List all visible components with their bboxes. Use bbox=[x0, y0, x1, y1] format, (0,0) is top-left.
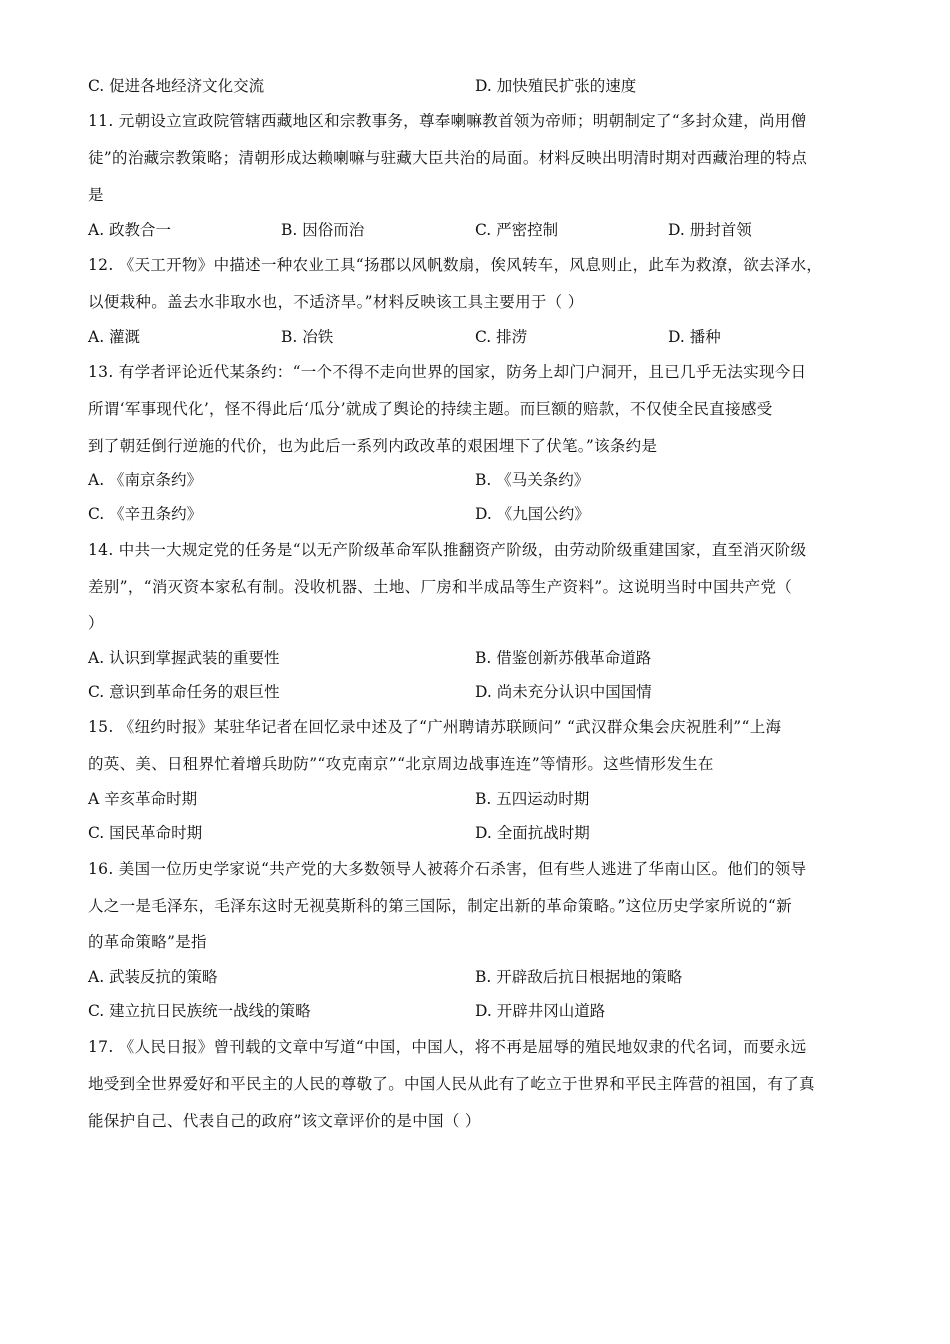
q16-option-d: D. 开辟井冈山道路 bbox=[475, 1002, 606, 1020]
q13-option-b: B. 《马关条约》 bbox=[475, 471, 590, 489]
q11-option-b: B. 因俗而治 bbox=[281, 221, 365, 239]
q16-option-b: B. 开辟敌后抗日根据地的策略 bbox=[475, 968, 683, 986]
q11-stem-line-3: 是 bbox=[88, 186, 104, 204]
q14-option-c: C. 意识到革命任务的艰巨性 bbox=[88, 683, 280, 701]
q17-stem-line-3: 能保护自己、代表自己的政府”该文章评价的是中国（ ） bbox=[88, 1112, 481, 1130]
q17-stem-line-1: 17. 《人民日报》曾刊载的文章中写道“中国，中国人，将不再是屈辱的殖民地奴隶的代名词，而要永远 bbox=[88, 1038, 807, 1056]
q16-stem-line-3: 的革命策略”是指 bbox=[88, 933, 207, 951]
q15-stem-line-1: 15. 《纽约时报》某驻华记者在回忆录中述及了“广州聘请苏联顾问” “武汉群众集会庆祝胜利”“上海 bbox=[88, 718, 782, 736]
q15-option-d: D. 全面抗战时期 bbox=[475, 824, 590, 842]
q11-stem-line-1: 11. 元朝设立宣政院管辖西藏地区和宗教事务，尊奉喇嘛教首领为帝师；明朝制定了“多封众建，尚用僧 bbox=[88, 112, 807, 130]
q16-option-a: A. 武装反抗的策略 bbox=[88, 968, 218, 986]
q15-option-b: B. 五四运动时期 bbox=[475, 790, 590, 808]
q14-stem-line-2: 差别”，“消灭资本家私有制。没收机器、土地、厂房和半成品等生产资料”。这说明当时中国共产党（ bbox=[88, 578, 793, 596]
q14-option-b: B. 借鉴创新苏俄革命道路 bbox=[475, 649, 652, 667]
q12-stem-line-2: 以便栽种。盖去水非取水也，不适济旱。”材料反映该工具主要用于（ ） bbox=[88, 293, 584, 311]
q10-option-d: D. 加快殖民扩张的速度 bbox=[475, 77, 637, 95]
q13-option-a: A. 《南京条约》 bbox=[88, 471, 203, 489]
q10-option-c: C. 促进各地经济文化交流 bbox=[88, 77, 265, 95]
q16-stem-line-1: 16. 美国一位历史学家说“共产党的大多数领导人被蒋介石杀害，但有些人逃进了华南山区。他们的领导 bbox=[88, 860, 807, 878]
q15-option-a: A 辛亥革命时期 bbox=[88, 790, 198, 808]
q14-stem-line-3: ） bbox=[88, 614, 104, 632]
q12-stem-line-1: 12. 《天工开物》中描述一种农业工具“扬郡以风帆数扇，俟风转车，风息则止，此车为救潦，欲去泽水， bbox=[88, 256, 823, 274]
q11-stem-line-2: 徒”的治藏宗教策略；清朝形成达赖喇嘛与驻藏大臣共治的局面。材料反映出明清时期对西藏治理的特点 bbox=[88, 149, 808, 167]
q14-stem-line-1: 14. 中共一大规定党的任务是“以无产阶级革命军队推翻资产阶级，由劳动阶级重建国家，直至消灭阶级 bbox=[88, 541, 807, 559]
q15-stem-line-2: 的英、美、日租界忙着增兵助防”“攻克南京”“北京周边战事连连”等情形。这些情形发生在 bbox=[88, 755, 714, 773]
q13-option-c: C. 《辛丑条约》 bbox=[88, 505, 203, 523]
q11-option-d: D. 册封首领 bbox=[668, 221, 752, 239]
q12-option-c: C. 排涝 bbox=[475, 328, 528, 346]
q16-option-c: C. 建立抗日民族统一战线的策略 bbox=[88, 1002, 311, 1020]
q12-option-d: D. 播种 bbox=[668, 328, 721, 346]
q11-option-c: C. 严密控制 bbox=[475, 221, 559, 239]
q12-option-b: B. 冶铁 bbox=[281, 328, 334, 346]
q16-stem-line-2: 人之一是毛泽东，毛泽东这时无视莫斯科的第三国际，制定出新的革命策略。”这位历史学家所说的“新 bbox=[88, 897, 792, 915]
q12-option-a: A. 灌溉 bbox=[88, 328, 141, 346]
q11-option-a: A. 政教合一 bbox=[88, 221, 172, 239]
q14-option-a: A. 认识到掌握武装的重要性 bbox=[88, 649, 280, 667]
q15-option-c: C. 国民革命时期 bbox=[88, 824, 203, 842]
q13-option-d: D. 《九国公约》 bbox=[475, 505, 590, 523]
q13-stem-line-1: 13. 有学者评论近代某条约：“一个不得不走向世界的国家，防务上却门户洞开，且已几乎无法实现今日 bbox=[88, 363, 807, 381]
q13-stem-line-2: 所谓‘军事现代化’，怪不得此后‘瓜分’就成了舆论的持续主题。而巨额的赔款，不仅使全民直接感受 bbox=[88, 400, 773, 418]
q14-option-d: D. 尚未充分认识中国国情 bbox=[475, 683, 652, 701]
q13-stem-line-3: 到了朝廷倒行逆施的代价，也为此后一系列内政改革的艰困埋下了伏笔。”该条约是 bbox=[88, 437, 658, 455]
q17-stem-line-2: 地受到全世界爱好和平民主的人民的尊敬了。中国人民从此有了屹立于世界和平民主阵营的祖国，有了真 bbox=[88, 1075, 815, 1093]
